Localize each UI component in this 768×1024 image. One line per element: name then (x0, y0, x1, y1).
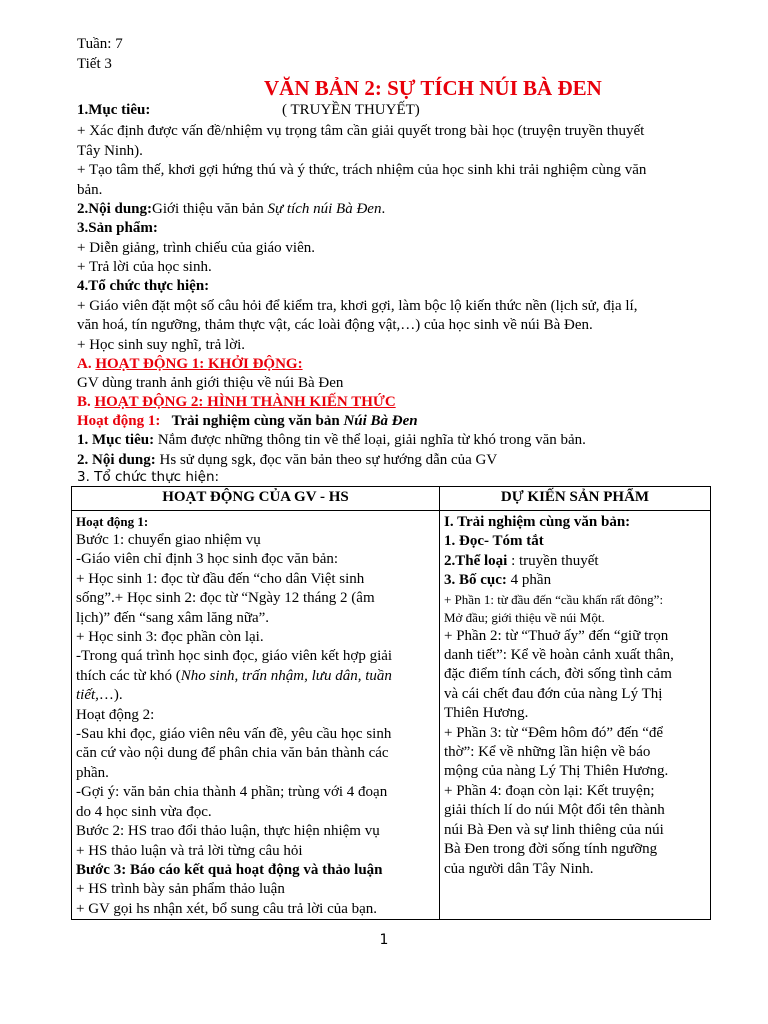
left-line-terms-prefix: thích các từ khó ( (76, 667, 181, 684)
left-line-terms (76, 667, 435, 686)
left-line: -Sau khi đọc, giáo viên nêu vấn đề, yêu cầu học sinh (76, 726, 392, 743)
organize-line-1: + Giáo viên đặt một số câu hỏi để kiểm tra, khơi gợi, làm bộc lộ kiến thức nền (lịch sử, địa lí, (77, 297, 638, 314)
activity-b-sub-label: Hoạt động 1: (77, 413, 161, 429)
content-italic: Sự tích núi Bà Đen (267, 201, 382, 217)
products-cell (440, 511, 711, 920)
right-line: và cái chết đau đớn của nàng Lý Thị (444, 685, 663, 702)
right-line: + Phần 4: đoạn còn lại: Kết truyện; (444, 782, 655, 799)
left-line: lịch)” đến “sang xâm lăng nữa”. (76, 609, 270, 626)
left-line-terms-italic-end: tiết, (76, 687, 99, 704)
right-line: danh tiết”: Kể về hoàn cảnh xuất thân, (444, 647, 674, 664)
objective-line-1b: Tây Ninh). (77, 142, 143, 159)
activity-a-text: GV dùng tranh ảnh giới thiệu về núi Bà Đen (77, 375, 344, 391)
right-genre-label: 2.Thể loại (444, 552, 508, 569)
left-line: Bước 1: chuyển giao nhiệm vụ (76, 532, 261, 548)
table-header-activities: HOẠT ĐỘNG CỦA GV - HS (72, 487, 440, 511)
activity-a-heading (77, 355, 697, 375)
activity-b-prefix: B. (77, 394, 95, 410)
content-label: 2. Nội dung: (77, 452, 156, 468)
table-header-products: DỰ KIẾN SẢN PHẨM (440, 487, 711, 511)
product-line-1: + Diễn giảng, trình chiếu của giáo viên. (77, 239, 315, 256)
organize-heading: 4.Tổ chức thực hiện: (77, 278, 210, 294)
left-line: -Giáo viên chỉ định 3 học sinh đọc văn bản: (76, 551, 339, 568)
activity-b-sub-text: Trải nghiệm cùng văn bản (171, 413, 344, 429)
right-line: Bà Đen trong đời sống tính ngưỡng (444, 841, 658, 858)
right-line: Thiên Hương. (444, 705, 529, 722)
organize-line-2: + Học sinh suy nghĩ, trả lời. (77, 336, 246, 353)
left-line-terms-close: …). (98, 687, 123, 704)
right-line: mộng của nàng Lý Thị Thiên Hương. (444, 763, 669, 780)
objective-line-2: + Tạo tâm thế, khơi gợi hứng thú và ý thức, trách nhiệm của học sinh khi trải nghiệm cùng văn (77, 162, 647, 178)
table-row (72, 511, 711, 920)
document-title: VĂN BẢN 2: SỰ TÍCH NÚI BÀ ĐEN (264, 76, 602, 100)
left-line: + GV gọi hs nhận xét, bổ sung câu trả lời của bạn. (76, 900, 378, 917)
objective-line-2b: bản. (77, 181, 103, 198)
genre-note: ( TRUYỀN THUYẾT) (282, 102, 420, 118)
left-line: + Học sinh 1: đọc từ đầu đến “cho dân Việt sinh (76, 570, 365, 587)
right-genre-value: : truyền thuyết (507, 552, 599, 569)
goal-text: Nắm được những thông tin về thể loại, giải nghĩa từ khó trong văn bản. (154, 432, 586, 448)
content-section (77, 200, 697, 220)
product-heading: 3.Sản phẩm: (77, 220, 158, 236)
product-line-2: + Trả lời của học sinh. (77, 259, 212, 275)
objectives-text (77, 122, 697, 200)
left-line: + HS thảo luận và trả lời từng câu hỏi (76, 842, 303, 859)
right-layout-value: 4 phần (506, 572, 552, 589)
right-line: + Phần 3: từ “Đêm hôm đó” đến “để (444, 724, 664, 741)
objectives-heading: 1.Mục tiêu: (77, 102, 151, 118)
left-line: sống”.+ Học sinh 2: đọc từ “Ngày 12 tháng 2 (âm (76, 590, 375, 607)
left-line: do 4 học sinh vừa đọc. (76, 803, 212, 820)
left-act1: Hoạt động 1: (76, 514, 149, 529)
objective-line-1: + Xác định được vấn đề/nhiệm vụ trọng tâm cần giải quyết trong bài học (truyện truyền thuyết (77, 123, 645, 139)
activity-b-sub-italic: Núi Bà Đen (343, 413, 418, 429)
left-step3: Bước 3: Báo cáo kết quả hoạt động và thảo luận (76, 861, 383, 878)
right-line: núi Bà Đen và sự linh thiêng của núi (444, 821, 664, 838)
content-desc: Hs sử dụng sgk, đọc văn bản theo sự hướng dẫn của GV (155, 452, 498, 468)
organize-line-1b: văn hoá, tín ngưỡng, thảm thực vật, các loài động vật,…) của học sinh về núi Bà Đen. (77, 317, 593, 333)
right-genre (444, 552, 706, 571)
right-read: 1. Đọc- Tóm tắt (444, 533, 544, 550)
left-line-terms-italic: Nho sinh, trấn nhậm, lưu dân, tuần (180, 667, 392, 684)
activity-b-title: HOẠT ĐỘNG 2: HÌNH THÀNH KIẾN THỨC (94, 394, 396, 410)
activity-a-prefix: A. (77, 356, 96, 372)
right-layout (444, 571, 706, 590)
left-line: + HS trình bày sản phẩm thảo luận (76, 881, 285, 898)
right-heading: I. Trải nghiệm cùng văn bản: (444, 514, 631, 530)
left-line: căn cứ vào nội dung để phân chia văn bản thành các (76, 745, 389, 762)
table-header-row (72, 487, 711, 511)
content-end: . (381, 201, 386, 217)
right-line: giải thích lí do núi Một đổi tên thành (444, 802, 665, 819)
activity-b-org: 3. Tổ chức thực hiện: (77, 469, 220, 485)
right-line: + Phần 2: từ “Thuở ấy” đến “giữ trọn (444, 627, 669, 644)
left-act2: Hoạt động 2: (76, 706, 155, 723)
activity-b-heading (77, 393, 697, 413)
activity-a-title: HOẠT ĐỘNG 1: KHỞI ĐỘNG: (95, 356, 303, 372)
left-line-terms-end (76, 686, 435, 705)
content-heading: 2.Nội dung: (77, 201, 153, 217)
right-line: thờ”: Kể về những lần hiện về báo (444, 744, 651, 761)
activities-cell (72, 511, 440, 920)
right-line: + Phần 1: từ đầu đến “cầu khấn rất đông”: (444, 591, 664, 607)
left-line: -Trong quá trình học sinh đọc, giáo viên kết hợp giải (76, 648, 393, 665)
content-text: Giới thiệu văn bản (152, 201, 268, 217)
left-line: Bước 2: HS trao đổi thảo luận, thực hiện nhiệm vụ (76, 823, 380, 840)
right-line: của người dân Tây Ninh. (444, 860, 594, 877)
left-line: -Gợi ý: văn bản chia thành 4 phần; trùng với 4 đoạn (76, 784, 388, 801)
activity-b-sub (77, 412, 697, 432)
activity-table (71, 486, 711, 920)
right-line: Mở đầu; giới thiệu về núi Một. (444, 609, 605, 625)
right-line: đặc điểm tính cách, đời sống tình cảm (444, 666, 672, 683)
page-number: 1 (379, 932, 389, 948)
activity-b-content (77, 451, 697, 471)
left-line: + Học sinh 3: đọc phần còn lại. (76, 629, 264, 646)
left-line: phần. (76, 764, 109, 781)
week-label: Tuần: 7 (77, 36, 123, 52)
organize-section (77, 277, 697, 355)
activity-b-goal (77, 431, 697, 451)
goal-label: 1. Mục tiêu: (77, 432, 155, 448)
product-section (77, 219, 697, 278)
lesson-label: Tiết 3 (77, 56, 112, 72)
right-layout-label: 3. Bố cục: (444, 572, 507, 589)
